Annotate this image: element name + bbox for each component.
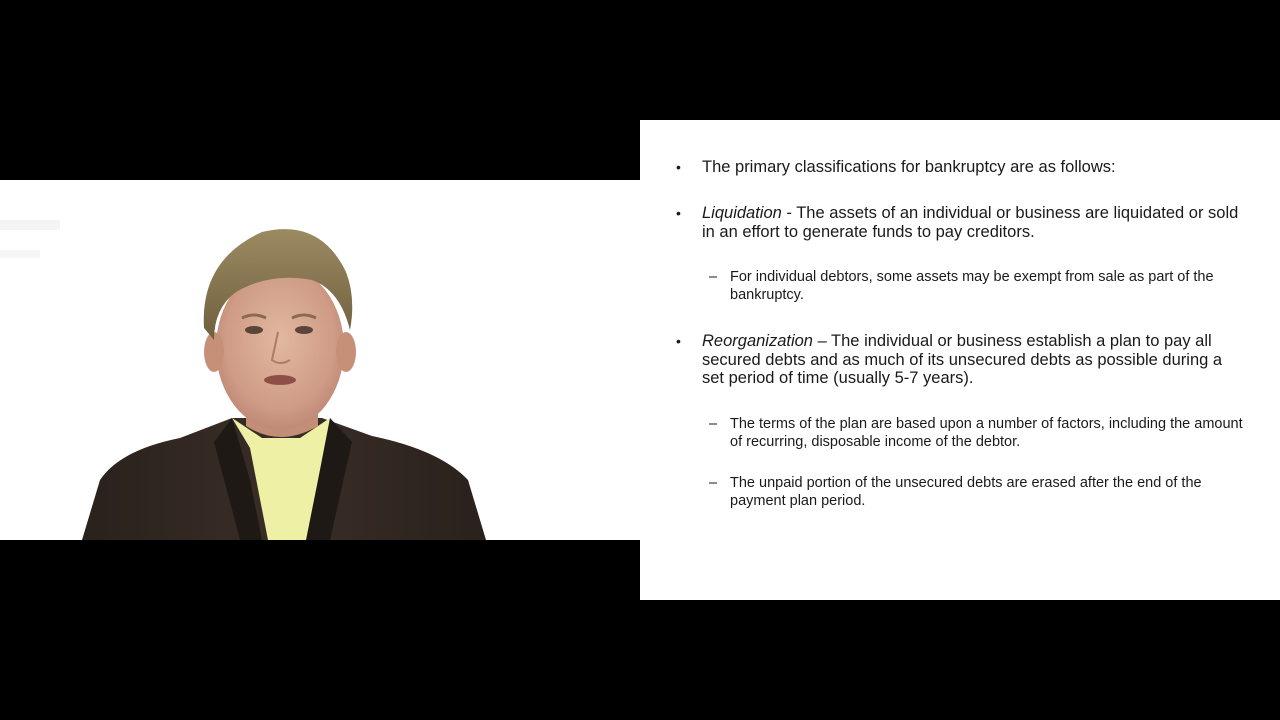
sub-bullet-item [709, 475, 1250, 510]
bullet-text: - The assets of an individual or business are liquidated or sold in an effort to generate funds to pay creditors. [702, 204, 1239, 241]
bullet-term: Liquidation [702, 204, 782, 222]
bullet-marker: • [676, 205, 681, 221]
bullet-term: Reorganization [702, 332, 813, 350]
bullet-item [676, 332, 1242, 388]
sub-bullet-item [709, 416, 1250, 451]
bullet-marker: • [676, 333, 681, 349]
sub-bullet-marker: – [709, 269, 718, 285]
bullet-marker: • [676, 159, 681, 175]
bullet-text: – The individual or business establish a plan to pay all secured debts and as much of its unsecured debts as possible during a set period of time (usually 5-7 years). [702, 332, 1223, 387]
sub-bullet-marker: – [709, 416, 718, 432]
presenter-video-icon [0, 180, 640, 540]
presenter-video-panel[interactable] [0, 180, 640, 540]
sub-bullet-text: The unpaid portion of the unsecured debts are erased after the end of the payment plan period. [730, 475, 1202, 509]
sub-bullet-text: The terms of the plan are based upon a number of factors, including the amount of recurring, disposable income of the debtor. [730, 416, 1243, 450]
sub-bullet-text: For individual debtors, some assets may be exempt from sale as part of the bankruptcy. [730, 269, 1214, 303]
sub-bullet-marker: – [709, 475, 718, 491]
bullet-item [676, 204, 1242, 241]
slide-panel [640, 120, 1280, 600]
sub-bullet-item [709, 269, 1250, 304]
bullet-list [640, 120, 1280, 600]
bullet-item [676, 158, 1242, 177]
bullet-text: The primary classifications for bankruptcy are as follows: [702, 158, 1116, 176]
